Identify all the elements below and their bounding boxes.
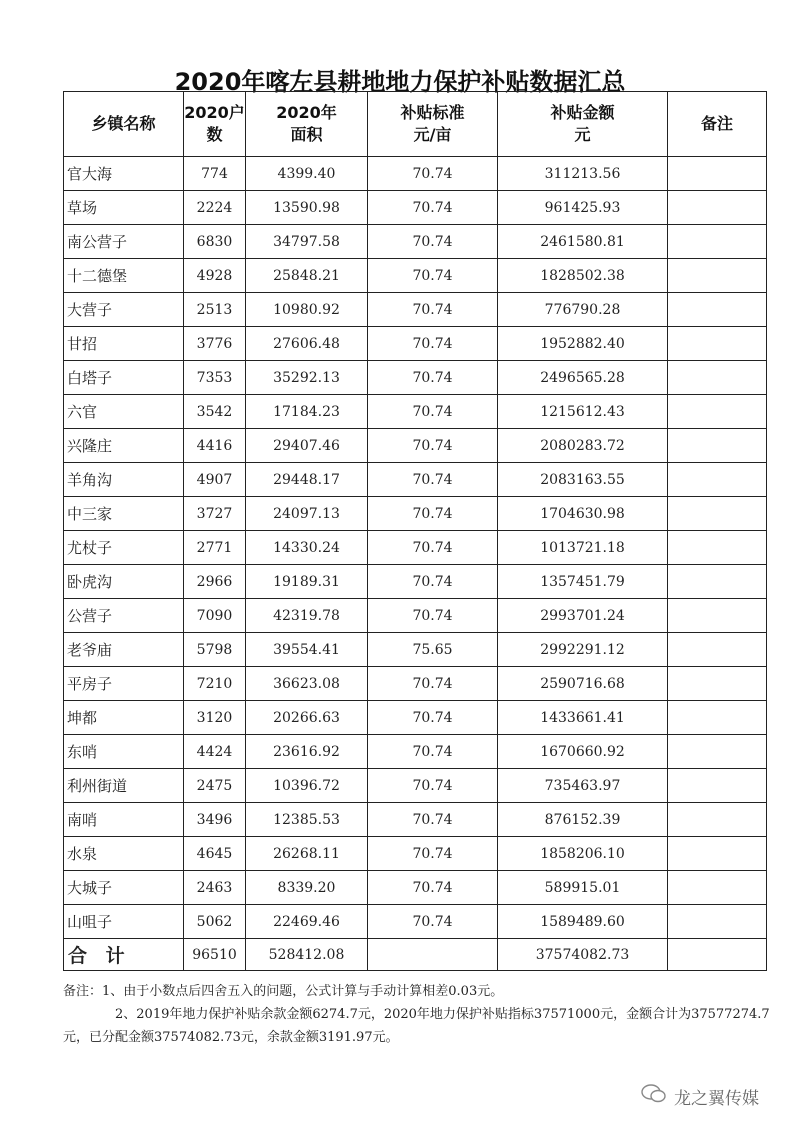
cell-town: 公营子: [64, 599, 184, 633]
cell-area: 24097.13: [246, 497, 368, 531]
cell-area: 13590.98: [246, 191, 368, 225]
cell-area: 10396.72: [246, 769, 368, 803]
cell-rate: 70.74: [368, 701, 498, 735]
cell-rate: 70.74: [368, 531, 498, 565]
cell-area: 23616.92: [246, 735, 368, 769]
cell-town: 中三家: [64, 497, 184, 531]
cell-area: 29407.46: [246, 429, 368, 463]
cell-remarks: [668, 531, 767, 565]
table-row: [64, 837, 767, 871]
cell-households: 4416: [184, 429, 246, 463]
cell-area: 17184.23: [246, 395, 368, 429]
cell-town: 南哨: [64, 803, 184, 837]
table-row: [64, 259, 767, 293]
cell-remarks: [668, 157, 767, 191]
cell-area: 25848.21: [246, 259, 368, 293]
cell-rate: 70.74: [368, 667, 498, 701]
cell-remarks: [668, 769, 767, 803]
total-area: 528412.08: [246, 939, 368, 971]
cell-town: 尤杖子: [64, 531, 184, 565]
cell-remarks: [668, 803, 767, 837]
cell-amount: 1858206.10: [498, 837, 668, 871]
cell-area: 29448.17: [246, 463, 368, 497]
cell-amount: 735463.97: [498, 769, 668, 803]
cell-town: 坤都: [64, 701, 184, 735]
cell-households: 4645: [184, 837, 246, 871]
table-row: [64, 667, 767, 701]
cell-area: 12385.53: [246, 803, 368, 837]
header-area: 2020年 面积: [246, 92, 368, 157]
cell-remarks: [668, 633, 767, 667]
cell-remarks: [668, 191, 767, 225]
cell-households: 5798: [184, 633, 246, 667]
cell-remarks: [668, 327, 767, 361]
cell-amount: 1215612.43: [498, 395, 668, 429]
cell-amount: 1828502.38: [498, 259, 668, 293]
total-label: 合 计: [64, 939, 184, 971]
cell-rate: 70.74: [368, 395, 498, 429]
cell-town: 卧虎沟: [64, 565, 184, 599]
cell-rate: 70.74: [368, 259, 498, 293]
cell-remarks: [668, 565, 767, 599]
cell-remarks: [668, 429, 767, 463]
cell-rate: 75.65: [368, 633, 498, 667]
cell-remarks: [668, 259, 767, 293]
cell-amount: 1952882.40: [498, 327, 668, 361]
cell-households: 3120: [184, 701, 246, 735]
cell-area: 27606.48: [246, 327, 368, 361]
cell-town: 大城子: [64, 871, 184, 905]
cell-amount: 2993701.24: [498, 599, 668, 633]
cell-amount: 2083163.55: [498, 463, 668, 497]
cell-rate: 70.74: [368, 803, 498, 837]
cell-rate: 70.74: [368, 157, 498, 191]
note-1: 备注：1、由于小数点后四舍五入的问题，公式计算与手动计算相差0.03元。: [63, 984, 504, 999]
cell-households: 2771: [184, 531, 246, 565]
cell-amount: 311213.56: [498, 157, 668, 191]
cell-area: 8339.20: [246, 871, 368, 905]
cell-town: 利州街道: [64, 769, 184, 803]
cell-households: 2513: [184, 293, 246, 327]
total-row: [64, 939, 767, 971]
cell-town: 官大海: [64, 157, 184, 191]
cell-area: 20266.63: [246, 701, 368, 735]
cell-town: 东哨: [64, 735, 184, 769]
cell-rate: 70.74: [368, 735, 498, 769]
watermark-text: 龙之翼传媒: [674, 1089, 759, 1109]
cell-remarks: [668, 463, 767, 497]
cell-households: 4928: [184, 259, 246, 293]
cell-rate: 70.74: [368, 429, 498, 463]
table-row: [64, 463, 767, 497]
header-remarks: 备注: [668, 92, 767, 157]
header-households: 2020户 数: [184, 92, 246, 157]
cell-amount: 1670660.92: [498, 735, 668, 769]
cell-town: 兴隆庄: [64, 429, 184, 463]
cell-rate: 70.74: [368, 905, 498, 939]
cell-amount: 876152.39: [498, 803, 668, 837]
table-row: [64, 871, 767, 905]
cell-households: 6830: [184, 225, 246, 259]
cell-amount: 961425.93: [498, 191, 668, 225]
cell-amount: 776790.28: [498, 293, 668, 327]
cell-households: 4907: [184, 463, 246, 497]
cell-town: 草场: [64, 191, 184, 225]
cell-remarks: [668, 293, 767, 327]
cell-area: 39554.41: [246, 633, 368, 667]
table-row: [64, 531, 767, 565]
cell-amount: 2461580.81: [498, 225, 668, 259]
cell-rate: 70.74: [368, 871, 498, 905]
header-town: 乡镇名称: [64, 92, 184, 157]
cell-town: 南公营子: [64, 225, 184, 259]
subsidy-table: [63, 91, 767, 971]
header-rate: 补贴标准 元/亩: [368, 92, 498, 157]
cell-amount: 589915.01: [498, 871, 668, 905]
cell-rate: 70.74: [368, 463, 498, 497]
cell-rate: 70.74: [368, 361, 498, 395]
table-row: [64, 361, 767, 395]
cell-town: 羊角沟: [64, 463, 184, 497]
table-row: [64, 803, 767, 837]
table-row: [64, 429, 767, 463]
cell-remarks: [668, 667, 767, 701]
total-amount: 37574082.73: [498, 939, 668, 971]
total-households: 96510: [184, 939, 246, 971]
table-row: [64, 157, 767, 191]
cell-amount: 1704630.98: [498, 497, 668, 531]
cell-remarks: [668, 361, 767, 395]
cell-households: 2224: [184, 191, 246, 225]
cell-households: 774: [184, 157, 246, 191]
cell-households: 2463: [184, 871, 246, 905]
cell-area: 34797.58: [246, 225, 368, 259]
cell-remarks: [668, 497, 767, 531]
cell-households: 4424: [184, 735, 246, 769]
cell-remarks: [668, 599, 767, 633]
page-title: 2020年喀左县耕地地力保护补贴数据汇总: [174, 68, 626, 96]
watermark: [640, 1083, 759, 1110]
cell-households: 2966: [184, 565, 246, 599]
cell-rate: 70.74: [368, 225, 498, 259]
cell-households: 7210: [184, 667, 246, 701]
cell-area: 19189.31: [246, 565, 368, 599]
cell-rate: 70.74: [368, 327, 498, 361]
total-remarks: [668, 939, 767, 971]
cell-remarks: [668, 225, 767, 259]
cell-households: 5062: [184, 905, 246, 939]
cell-households: 3727: [184, 497, 246, 531]
table-row: [64, 735, 767, 769]
wechat-icon: [640, 1083, 668, 1110]
cell-households: 3542: [184, 395, 246, 429]
table-row: [64, 395, 767, 429]
cell-town: 十二德堡: [64, 259, 184, 293]
cell-town: 大营子: [64, 293, 184, 327]
cell-rate: 70.74: [368, 497, 498, 531]
cell-town: 甘招: [64, 327, 184, 361]
cell-households: 3496: [184, 803, 246, 837]
table-row: [64, 293, 767, 327]
cell-area: 26268.11: [246, 837, 368, 871]
cell-remarks: [668, 735, 767, 769]
cell-area: 10980.92: [246, 293, 368, 327]
cell-amount: 1013721.18: [498, 531, 668, 565]
cell-area: 4399.40: [246, 157, 368, 191]
cell-town: 老爷庙: [64, 633, 184, 667]
table-row: [64, 769, 767, 803]
table-row: [64, 327, 767, 361]
cell-households: 2475: [184, 769, 246, 803]
cell-households: 7353: [184, 361, 246, 395]
cell-town: 白塔子: [64, 361, 184, 395]
cell-rate: 70.74: [368, 293, 498, 327]
cell-remarks: [668, 871, 767, 905]
cell-area: 36623.08: [246, 667, 368, 701]
cell-amount: 1589489.60: [498, 905, 668, 939]
cell-rate: 70.74: [368, 769, 498, 803]
cell-remarks: [668, 395, 767, 429]
cell-area: 42319.78: [246, 599, 368, 633]
cell-remarks: [668, 701, 767, 735]
table-row: [64, 225, 767, 259]
cell-town: 水泉: [64, 837, 184, 871]
cell-amount: 2590716.68: [498, 667, 668, 701]
cell-town: 六官: [64, 395, 184, 429]
note-2: 2、2019年地力保护补贴余款金额6274.7元，2020年地力保护补贴指标37571000元，金额合计为37577274.7元，已分配金额37574082.73元，余款金额3191.97元。: [63, 1007, 770, 1045]
cell-amount: 2992291.12: [498, 633, 668, 667]
total-rate: [368, 939, 498, 971]
cell-rate: 70.74: [368, 599, 498, 633]
table-row: [64, 191, 767, 225]
notes: [63, 980, 773, 1049]
table-body: [64, 157, 767, 939]
cell-area: 14330.24: [246, 531, 368, 565]
table-row: [64, 599, 767, 633]
table-row: [64, 701, 767, 735]
header-amount: 补贴金额 元: [498, 92, 668, 157]
cell-town: 山咀子: [64, 905, 184, 939]
cell-amount: 2496565.28: [498, 361, 668, 395]
table-row: [64, 565, 767, 599]
cell-amount: 2080283.72: [498, 429, 668, 463]
cell-area: 35292.13: [246, 361, 368, 395]
cell-area: 22469.46: [246, 905, 368, 939]
cell-rate: 70.74: [368, 191, 498, 225]
header-row: [64, 92, 767, 157]
cell-amount: 1357451.79: [498, 565, 668, 599]
cell-amount: 1433661.41: [498, 701, 668, 735]
table-row: [64, 905, 767, 939]
cell-rate: 70.74: [368, 837, 498, 871]
cell-rate: 70.74: [368, 565, 498, 599]
cell-households: 7090: [184, 599, 246, 633]
cell-households: 3776: [184, 327, 246, 361]
cell-remarks: [668, 905, 767, 939]
table-row: [64, 497, 767, 531]
cell-remarks: [668, 837, 767, 871]
cell-town: 平房子: [64, 667, 184, 701]
table-row: [64, 633, 767, 667]
